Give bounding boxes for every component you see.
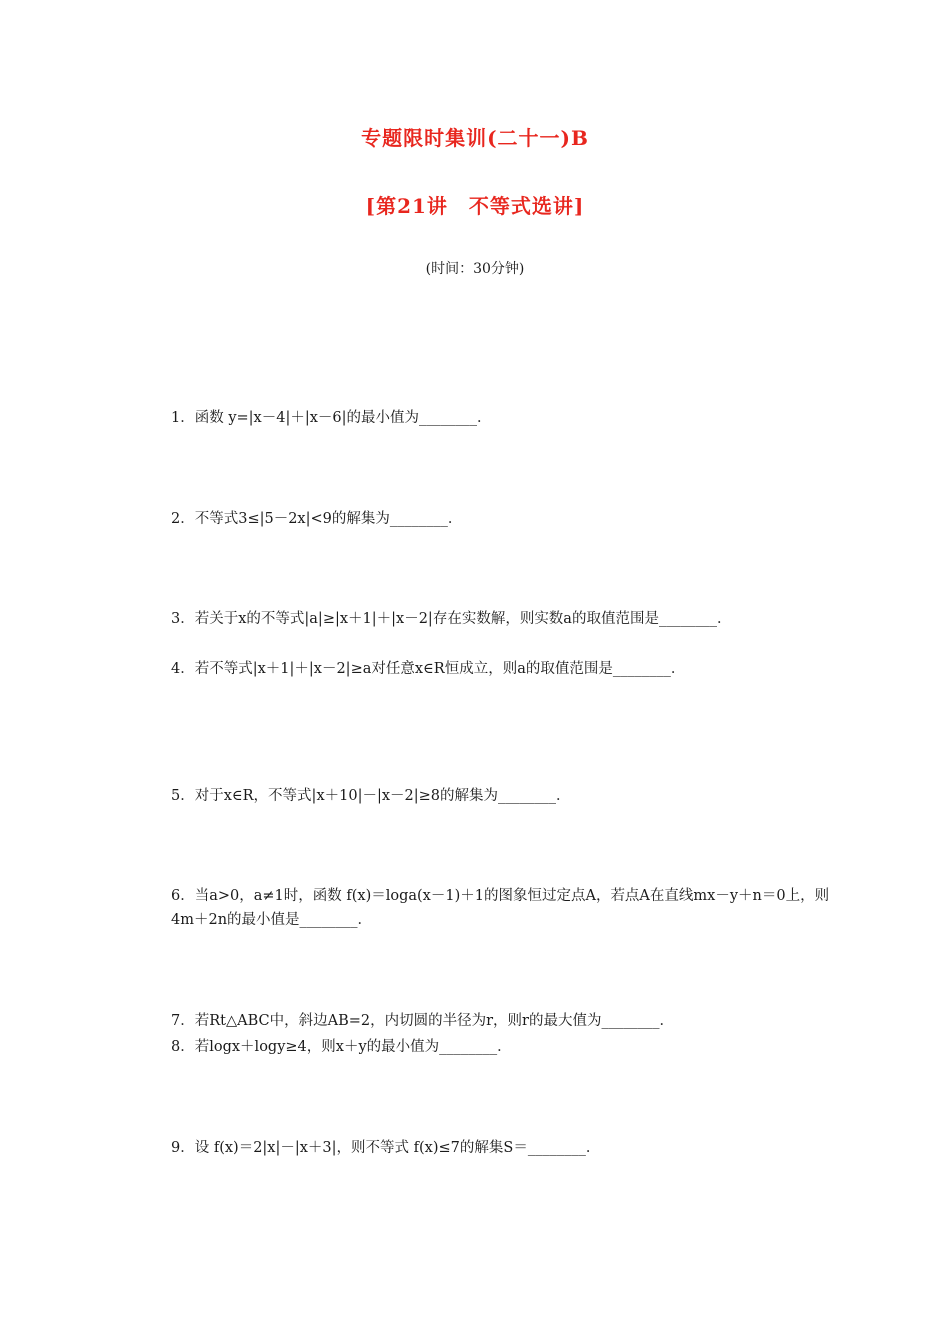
problem-1: 1．函数 y=|x－4|＋|x－6|的最小值为________． (171, 410, 492, 426)
problem-8: 8．若logx＋logy≥4，则x＋y的最小值为________． (171, 1039, 512, 1055)
problem-4: 4．若不等式|x＋1|＋|x－2|≥a对任意x∈R恒成立，则a的取值范围是________． (171, 661, 686, 677)
problem-5: 5．对于x∈R，不等式|x＋10|－|x－2|≥8的解集为________． (171, 788, 571, 804)
problem-2: 2．不等式3≤|5－2x|<9的解集为________． (171, 511, 463, 527)
problem-7: 7．若Rt△ABC中，斜边AB=2，内切圆的半径为r，则r的最大值为________． (171, 1013, 674, 1029)
page-title: 专题限时集训(二十一)B (361, 126, 589, 150)
time-note: (时间：30分钟) (425, 261, 525, 277)
problem-6: 6．当a>0，a≠1时，函数 f(x)＝loga(x－1)＋1的图象恒过定点A，若点A在直线mx－y＋n＝0上，则4m＋2n的最小值是________． (171, 888, 830, 928)
problem-9: 9．设 f(x)＝2|x|－|x＋3|，则不等式 f(x)≤7的解集S＝________． (171, 1140, 601, 1156)
page-subtitle: [第21讲 不等式选讲] (365, 194, 585, 218)
problem-3: 3．若关于x的不等式|a|≥|x＋1|＋|x－2|存在实数解，则实数a的取值范围是________． (171, 611, 732, 627)
